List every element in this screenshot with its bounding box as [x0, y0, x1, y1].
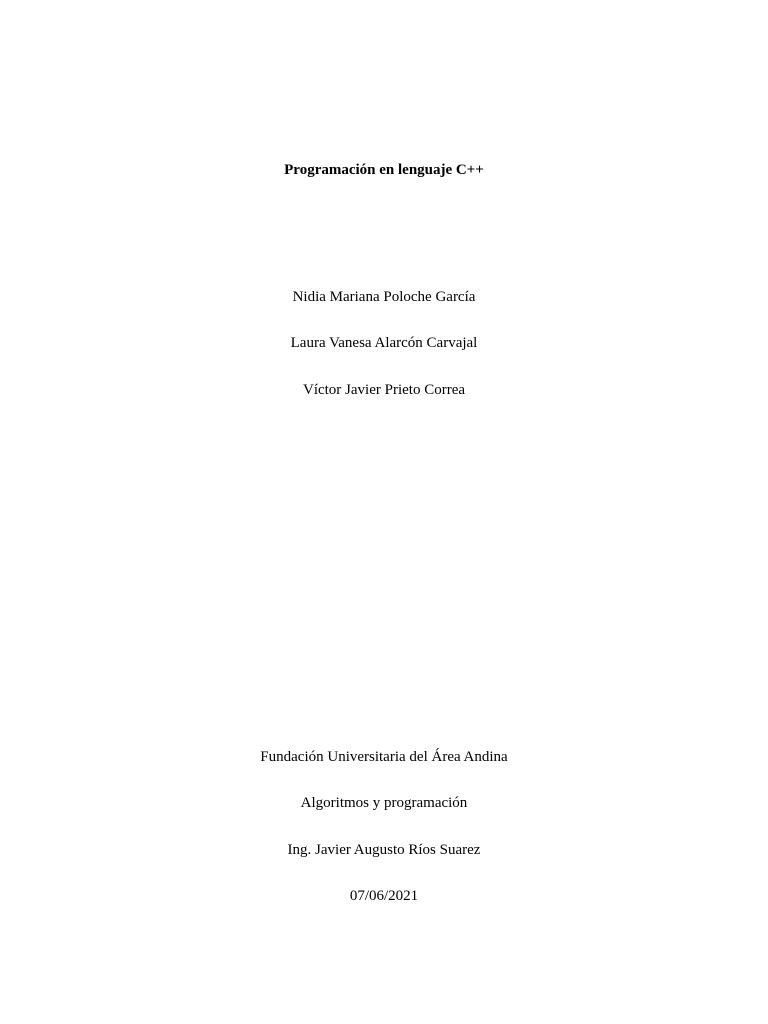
author-name: Nidia Mariana Poloche García [292, 289, 476, 305]
course-name: Algoritmos y programación [300, 795, 468, 811]
author-name: Víctor Javier Prieto Correa [302, 382, 466, 398]
institution-name: Fundación Universitaria del Área Andina [260, 749, 508, 765]
document-date: 07/06/2021 [349, 888, 419, 904]
instructor-name: Ing. Javier Augusto Ríos Suarez [287, 842, 481, 858]
author-name: Laura Vanesa Alarcón Carvajal [290, 335, 478, 351]
document-title: Programación en lenguaje C++ [284, 162, 484, 178]
